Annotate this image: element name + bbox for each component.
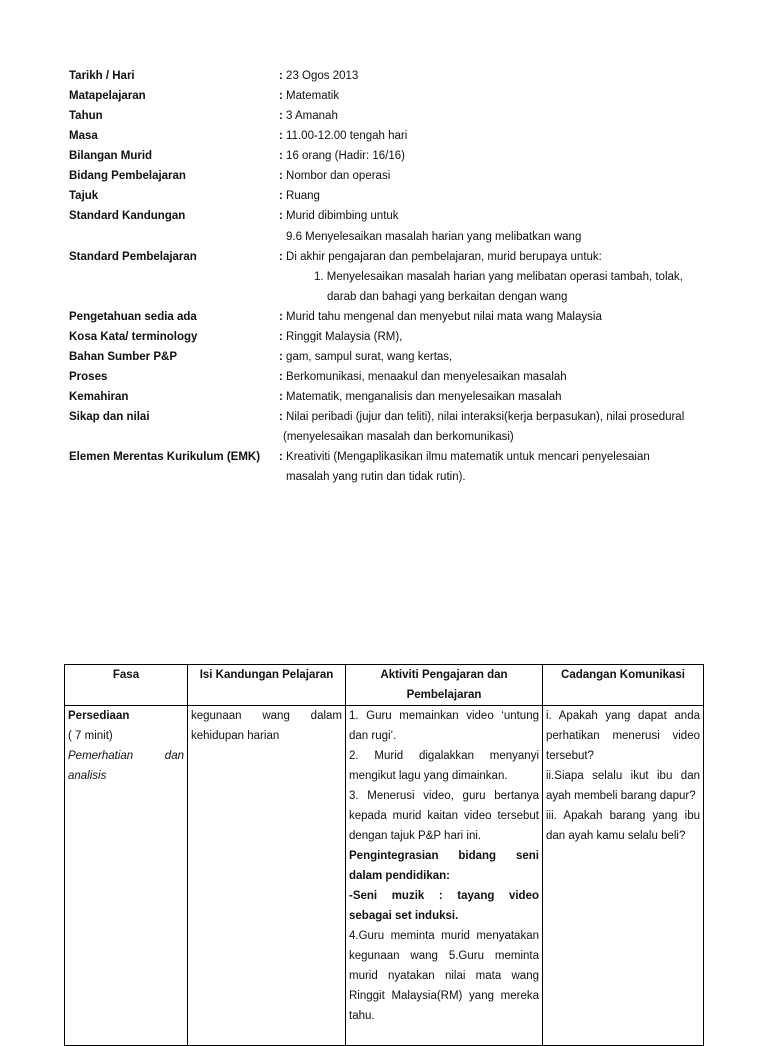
info-label: Bilangan Murid	[69, 150, 153, 162]
info-label: Bidang Pembelajaran	[69, 170, 186, 182]
info-label: Tarikh / Hari	[69, 70, 135, 82]
info-value: : Nilai peribadi (jujur dan teliti), nilai interaksi(kerja berpasukan), nilai prosedural	[279, 411, 685, 423]
header-isi-kandungan: Isi Kandungan Pelajaran	[188, 665, 346, 706]
info-label: Sikap dan nilai	[69, 411, 150, 423]
info-value: : 23 Ogos 2013	[279, 70, 359, 82]
cadangan-question: ii.Siapa selalu ikut ibu dan ayah membeli barang dapur?	[546, 770, 700, 802]
info-label: Tahun	[69, 110, 103, 122]
info-value: : 3 Amanah	[279, 110, 338, 122]
fasa-time: ( 7 minit)	[68, 730, 113, 742]
cadangan-question: i. Apakah yang dapat anda perhatikan menerusi video tersebut?	[546, 710, 700, 762]
info-value: : 11.00-12.00 tengah hari	[279, 130, 408, 142]
header-fasa: Fasa	[65, 665, 188, 706]
info-value: : Kreativiti (Mengaplikasikan ilmu matematik untuk mencari penyelesaian	[279, 451, 650, 463]
info-value: : Ringgit Malaysia (RM),	[279, 331, 403, 343]
info-value: : Berkomunikasi, menaakul dan menyelesaikan masalah	[279, 371, 567, 383]
lesson-plan-table	[64, 664, 704, 1046]
header-cadangan: Cadangan Komunikasi	[543, 665, 704, 706]
fasa-title: Persediaan	[68, 710, 130, 722]
cell-isi-kandungan: kegunaan wang dalam kehidupan harian	[188, 706, 346, 1046]
header-aktiviti-line2: Pembelajaran	[406, 689, 482, 701]
info-label: Bahan Sumber P&P	[69, 351, 177, 363]
info-label: Tajuk	[69, 190, 99, 202]
table-row	[65, 706, 704, 1046]
fasa-note: Pemerhatian dan analisis	[68, 750, 184, 782]
header-aktiviti	[346, 665, 543, 706]
info-label: Pengetahuan sedia ada	[69, 311, 197, 323]
info-value: : Murid dibimbing untuk	[279, 210, 399, 222]
info-value: : gam, sampul surat, wang kertas,	[279, 351, 453, 363]
info-value: : Matematik	[279, 90, 340, 102]
table-header-row	[65, 665, 704, 706]
standard-kandungan-detail: 9.6 Menyelesaikan masalah harian yang melibatkan wang	[286, 231, 582, 243]
info-label: Elemen Merentas Kurikulum (EMK)	[69, 451, 261, 463]
aktiviti-integration-detail: -Seni muzik : tayang video sebagai set induksi.	[349, 890, 539, 922]
info-label: Kemahiran	[69, 391, 129, 403]
cadangan-question: iii. Apakah barang yang ibu dan ayah kamu selalu beli?	[546, 810, 700, 842]
info-label: Kosa Kata/ terminology	[69, 331, 198, 343]
info-label: Standard Kandungan	[69, 210, 186, 222]
cell-aktiviti	[346, 706, 543, 1046]
aktiviti-step: 1. Guru memainkan video ‘untung dan rugi’.	[349, 710, 539, 742]
info-value: : 16 orang (Hadir: 16/16)	[279, 150, 405, 162]
info-value: : Nombor dan operasi	[279, 170, 391, 182]
header-aktiviti-line1: Aktiviti Pengajaran dan	[380, 669, 508, 681]
info-label: Standard Pembelajaran	[69, 251, 197, 263]
info-value: : Murid tahu mengenal dan menyebut nilai mata wang Malaysia	[279, 311, 602, 323]
info-value: : Matematik, menganalisis dan menyelesaikan masalah	[279, 391, 562, 403]
info-label: Proses	[69, 371, 108, 383]
emk-detail: masalah yang rutin dan tidak rutin).	[286, 471, 466, 483]
standard-pembelajaran-item: 1. Menyelesaikan masalah harian yang melibatan operasi tambah, tolak,	[314, 271, 683, 283]
info-value: : Ruang	[279, 190, 320, 202]
info-label: Matapelajaran	[69, 90, 146, 102]
aktiviti-step: 2. Murid digalakkan menyanyi mengikut lagu yang dimainkan.	[349, 750, 539, 782]
aktiviti-integration-heading: Pengintegrasian bidang seni dalam pendidikan:	[349, 850, 539, 882]
cell-cadangan	[543, 706, 704, 1046]
aktiviti-step: 4.Guru meminta murid menyatakan kegunaan wang 5.Guru meminta murid nyatakan nilai mata wang Ringgit Malaysia(RM) yang mereka tahu.	[349, 930, 539, 1022]
aktiviti-step: 3. Menerusi video, guru bertanya kepada murid kaitan video tersebut dengan tajuk P&P hari ini.	[349, 790, 539, 842]
cell-fasa	[65, 706, 188, 1046]
standard-pembelajaran-item-cont: darab dan bahagi yang berkaitan dengan wang	[327, 291, 568, 303]
sikap-detail: (menyelesaikan masalah dan berkomunikasi)	[283, 431, 514, 443]
info-label: Masa	[69, 130, 98, 142]
info-value: : Di akhir pengajaran dan pembelajaran, murid berupaya untuk:	[279, 251, 602, 263]
